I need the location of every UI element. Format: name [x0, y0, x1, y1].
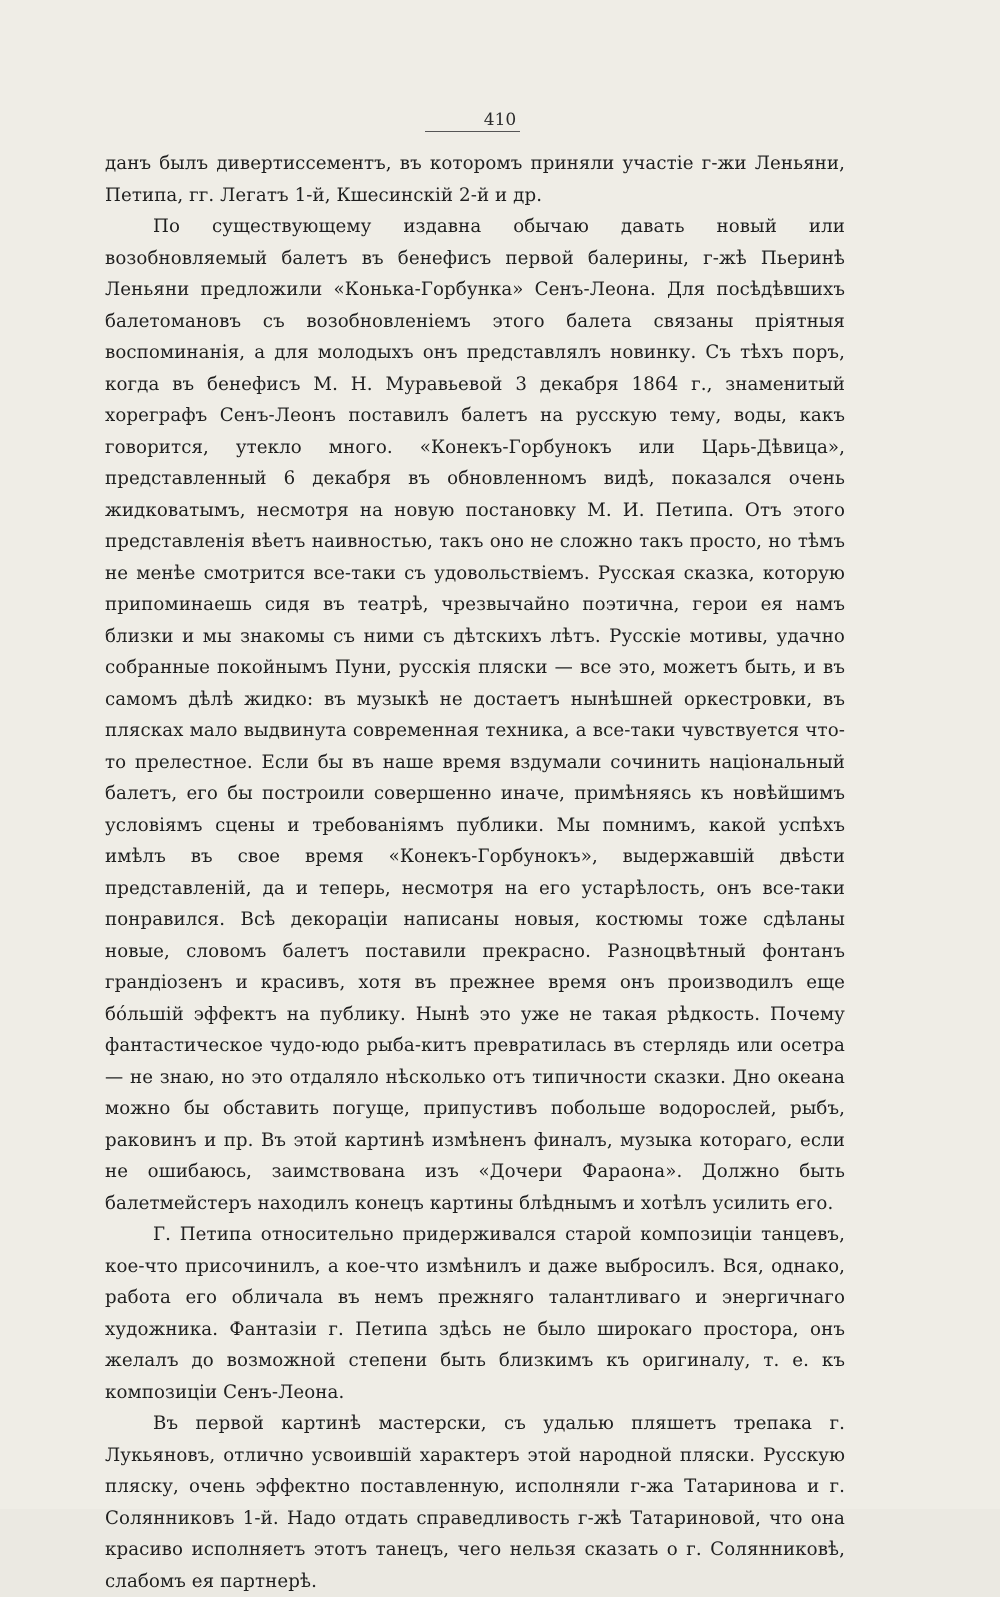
page-number: 410	[483, 110, 517, 130]
paragraph-petipa-composition: Г. Петипа относительно придерживался старой композиціи танцевъ, кое-что присочинилъ, а кое-что измѣнилъ и даже выбросилъ. Вся, однако, работа его обличала въ немъ прежняго талантливаго и энергичнаго художника. Фантазіи г. Петипа здѣсь не было широкаго простора, онъ желалъ до возможной степени быть близкимъ къ оригиналу, т. е. къ композиціи Сенъ-Леона.	[105, 1224, 845, 1403]
paragraph-konek-gorbunok: По существующему издавна обычаю давать новый или возобновляемый балетъ въ бенефисъ первой балерины, г-жѣ Пьеринѣ Леньяни предложили «Конька-Горбунка» Сенъ-Леона. Для посѣдѣвшихъ балетомановъ съ возобновленіемъ этого балета связаны пріятныя воспоминанія, а для молодыхъ онъ представлялъ новинку. Съ тѣхъ поръ, когда въ бенефисъ М. Н. Муравьевой 3 декабря 1864 г., знаменитый хореграфъ Сенъ-Леонъ поставилъ балетъ на русскую тему, воды, какъ говорится, утекло много. «Конекъ-Горбунокъ или Царь-Дѣвица», представленный 6 декабря въ обновленномъ видѣ, показался очень жидковатымъ, несмотря на новую постановку М. И. Петипа. Отъ этого представленія вѣетъ наивностью, такъ оно не сложно такъ просто, но тѣмъ не менѣе смотрится все-таки съ удовольствіемъ. Русская сказка, которую припоминаешь сидя въ театрѣ, чрезвычайно поэтична, герои ея намъ близки и мы знакомы съ ними съ дѣтскихъ лѣтъ. Русскіе мотивы, удачно собранные покойнымъ Пуни, русскія пляски — все это, можетъ быть, и въ самомъ дѣлѣ жидко: въ музыкѣ не достаетъ нынѣшней оркестровки, въ плясках мало выдвинута современная техника, а все-таки чувствуется что-то прелестное. Если бы въ наше время вздумали сочинить національный балетъ, его бы построили совершенно иначе, примѣняясь къ новѣйшимъ условіямъ сцены и требованіямъ публики. Мы помнимъ, какой успѣхъ имѣлъ въ свое время «Конекъ-Горбунокъ», выдержавшій двѣсти представленій, да и теперь, несмотря на его устарѣлость, онъ все-таки понравился. Всѣ декораціи написаны новыя, костюмы тоже сдѣланы новые, словомъ балетъ поставили прекрасно. Разноцвѣтный фонтанъ грандіозенъ и красивъ, хотя въ прежнее время онъ производилъ еще бóльшій эффектъ на публику. Нынѣ это уже не такая рѣдкость. Почему фантастическое чудо-юдо рыба-китъ превратилась въ стерлядь или осетра — не знаю, но это отдаляло нѣсколько отъ типичности сказки. Дно океана можно бы обставить погуще, припустивъ побольше водорослей, рыбъ, раковинъ и пр. Въ этой картинѣ измѣненъ финалъ, музыка котораго, если не ошибаюсь, заимствована изъ «Дочери Фараона». Должно быть балетмейстеръ находилъ конецъ картины блѣднымъ и хотѣлъ усилить его.	[105, 216, 845, 1214]
body-text	[105, 148, 845, 1597]
paragraph-continuation: данъ былъ дивертиссементъ, въ которомъ приняли участіе г-жи Леньяни, Петипа, гг. Легатъ 1-й, Кшесинскій 2-й и др.	[105, 153, 845, 206]
paragraph-first-scene: Въ первой картинѣ мастерски, съ удалью пляшетъ трепака г. Лукьяновъ, отлично усвоившій характеръ этой народной пляски. Русскую пляску, очень эффектно поставленную, исполняли г-жа Татаринова и г. Солянниковъ 1-й. Надо отдать справедливость г-жѣ Татариновой, что она красиво исполняетъ этотъ танецъ, чего нельзя сказать о г. Солянниковѣ, слабомъ ея партнерѣ.	[105, 1413, 845, 1592]
page-number-rule	[425, 131, 520, 132]
